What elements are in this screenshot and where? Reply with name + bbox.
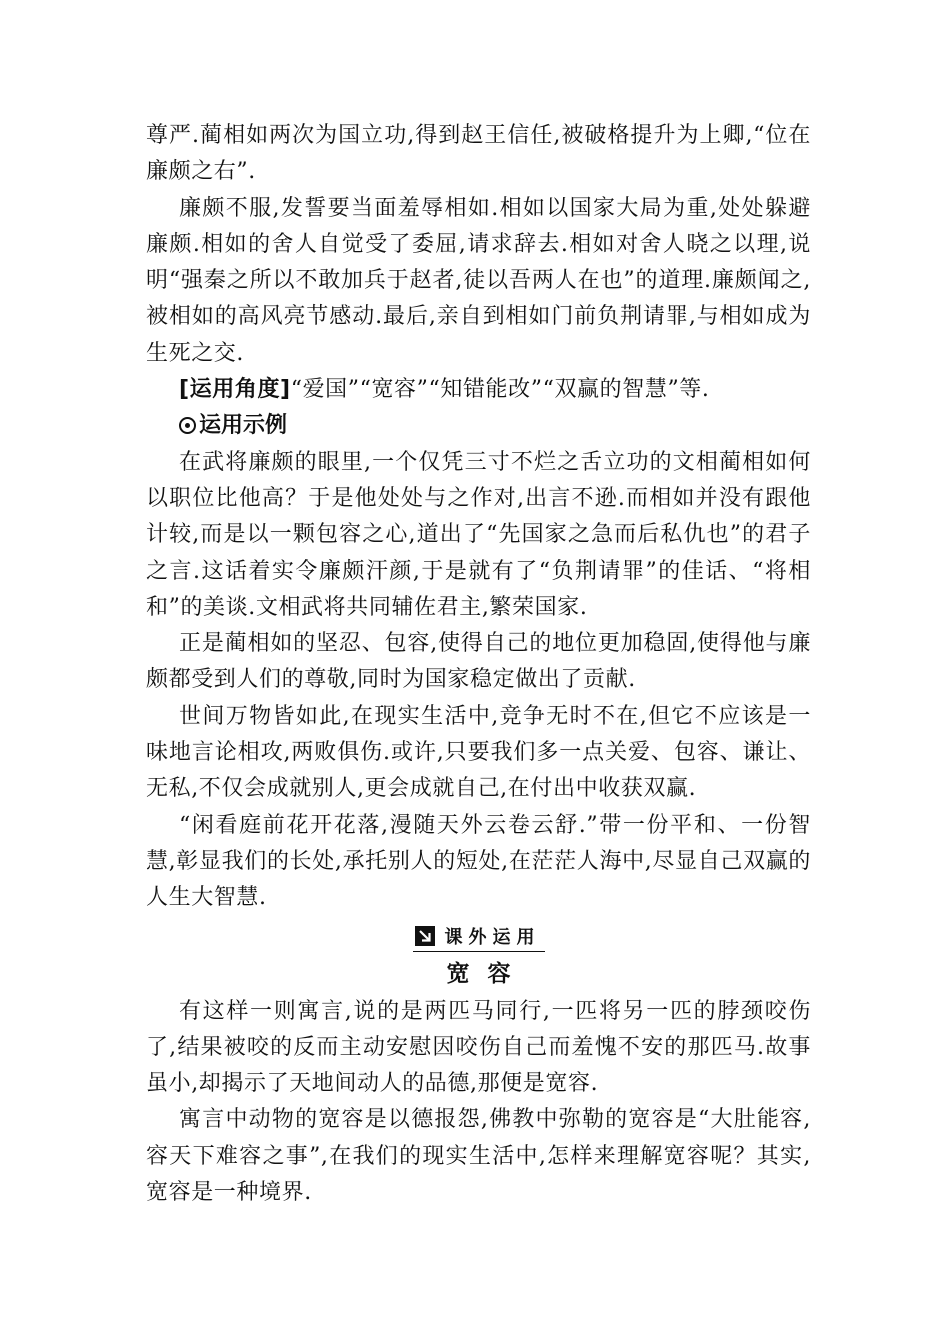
paragraph-top-1: 尊严.蔺相如两次为国立功,得到赵王信任,被破格提升为上卿,“位在廉颇之右”. xyxy=(146,123,811,185)
paragraph-top-2: 廉颇不服,发誓要当面羞辱相如.相如以国家大局为重,处处躲避廉颇.相如的舍人自觉受了委屈,请求辞去.相如对舍人晓之以理,说明“强秦之所以不敢加兵于赵者,徒以吾两人在也”的道理.廉颇闻之,被相如的高风亮节感动.最后,亲自到相如门前负荆请罪,与相如成为生死之交. xyxy=(146,195,811,366)
section-title: 宽容 xyxy=(446,960,529,987)
section-bar xyxy=(413,921,545,952)
example-paragraph-3: 世间万物皆如此,在现实生活中,竞争无时不在,但它不应该是一味地言论相攻,两败俱伤.或许,只要我们多一点关爱、包容、谦让、无私,不仅会成就别人,更会成就自己,在付出中收获双赢. xyxy=(146,703,811,802)
usage-angle-text: “爱国”“宽容”“知错能改”“双赢的智慧”等. xyxy=(290,377,710,403)
usage-example-heading-text: 运用示例 xyxy=(199,413,288,439)
arrow-down-right-icon xyxy=(415,926,435,946)
usage-angle-line xyxy=(146,372,811,408)
section-paragraph-1: 有这样一则寓言,说的是两匹马同行,一匹将另一匹的脖颈咬伤了,结果被咬的反而主动安慰因咬伤自己而羞愧不安的那匹马.故事虽小,却揭示了天地间动人的品德,那便是宽容. xyxy=(146,998,811,1097)
example-paragraph-4: “闲看庭前花开花落,漫随天外云卷云舒.”带一份平和、一份智慧,彰显我们的长处,承托别人的短处,在茫茫人海中,尽显自己双赢的人生大智慧. xyxy=(146,812,811,911)
document-page xyxy=(146,118,811,1211)
usage-example-heading xyxy=(146,408,811,444)
example-paragraph-1: 在武将廉颇的眼里,一个仅凭三寸不烂之舌立功的文相蔺相如何以职位比他高？于是他处处与之作对,出言不逊.而相如并没有跟他计较,而是以一颗包容之心,道出了“先国家之急而后私仇也”的君子之言.这话着实令廉颇汗颜,于是就有了“负荆请罪”的佳话、“将相和”的美谈.文相武将共同辅佐君主,繁荣国家. xyxy=(146,449,811,620)
circled-dot-icon xyxy=(179,417,196,434)
section-paragraph-2: 寓言中动物的宽容是以德报怨,佛教中弥勒的宽容是“大肚能容,容天下难容之事”,在我们的现实生活中,怎样来理解宽容呢？其实,宽容是一种境界. xyxy=(146,1107,811,1206)
section-label: 课外运用 xyxy=(444,926,541,948)
usage-angle-tag: [运用角度] xyxy=(179,377,291,403)
example-paragraph-2: 正是蔺相如的坚忍、包容,使得自己的地位更加稳固,使得他与廉颇都受到人们的尊敬,同时为国家稳定做出了贡献. xyxy=(146,631,811,693)
